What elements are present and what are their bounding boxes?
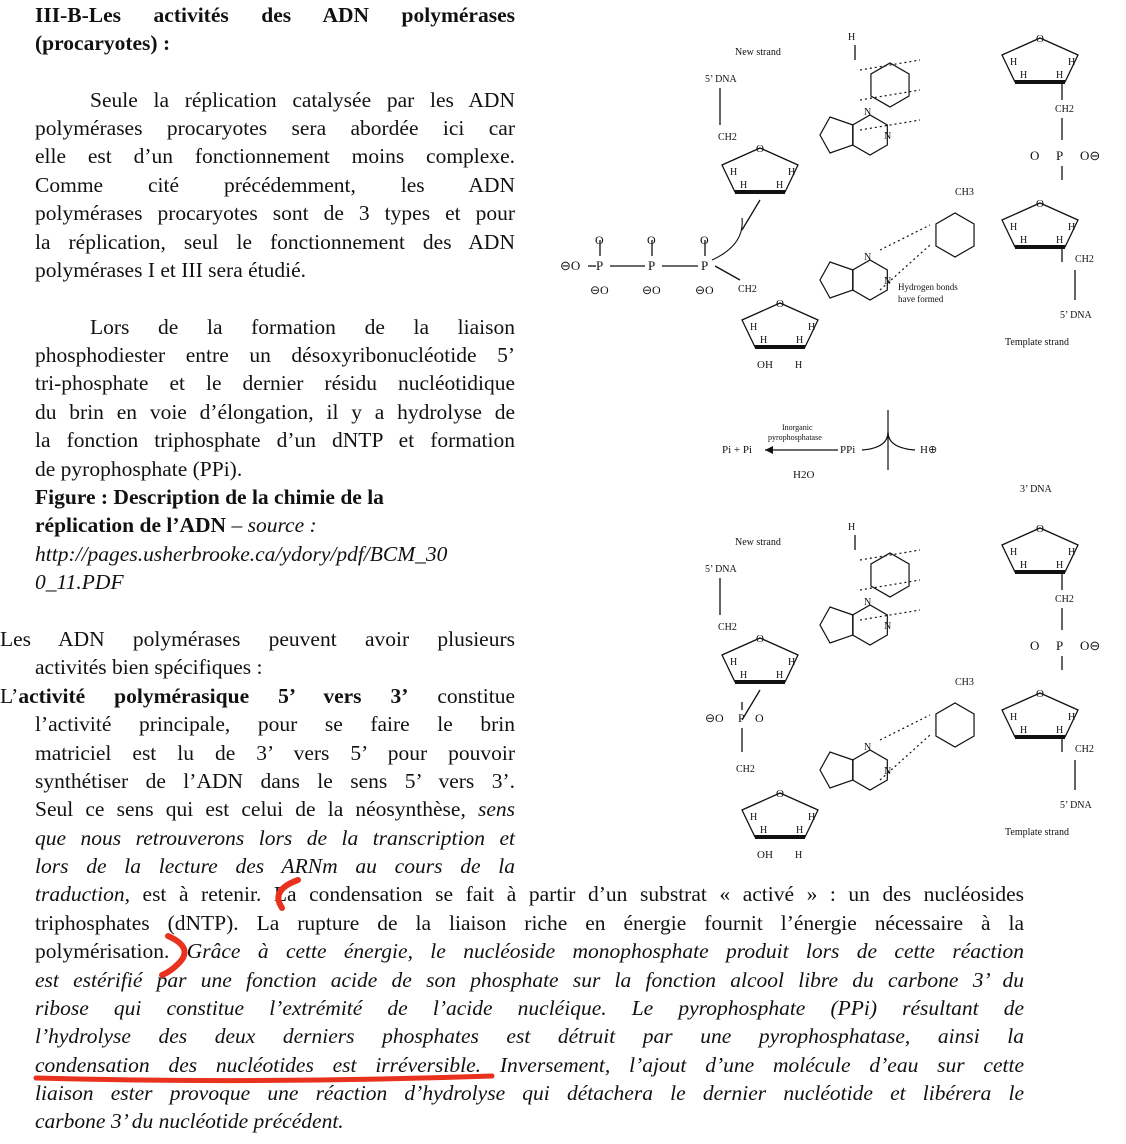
water-label: H2O	[793, 469, 815, 481]
proton-label: H⊕	[920, 444, 938, 456]
text-segment: 0_11.PDF	[35, 570, 124, 594]
new-strand-label: New strand	[735, 537, 781, 548]
hydrogen-label: H	[1020, 560, 1028, 571]
ch2-label: CH2	[718, 622, 737, 633]
base-ring	[820, 607, 853, 643]
oxygen-label: O	[1036, 523, 1044, 535]
ch2-label: CH2	[1075, 744, 1094, 755]
text-segment: la réplication, seul le fonctionnement des ADN	[35, 230, 515, 254]
hydrogen-label: H	[1010, 57, 1018, 68]
hydrogen-label: H	[848, 32, 856, 43]
hydrogen-label: H	[750, 322, 758, 333]
base-ring	[820, 262, 853, 298]
oxygen-label: ⊖O	[590, 283, 609, 297]
text-segment: ribose qui constitue l’extrémité de l’acide nucléique. Le pyrophosphate (PPi) résultant de	[35, 996, 1024, 1020]
base-ring	[853, 605, 888, 645]
hydrogen-label: H	[848, 522, 856, 533]
phosphorus-label: P	[596, 258, 604, 273]
enzyme-label: pyrophosphatase	[768, 433, 822, 442]
dna-5-label: 5’ DNA	[705, 74, 737, 85]
hydrogen-label: H	[795, 360, 803, 371]
text-segment: L’	[0, 684, 19, 708]
text-segment: l’activité principale, pour se faire le brin	[35, 712, 515, 736]
hydrogen-label: H	[1056, 560, 1064, 571]
ch2-label: CH2	[718, 132, 737, 143]
text-segment: Seule la réplication catalysée par les ADN	[90, 88, 515, 112]
hydrogen-bond	[860, 580, 920, 590]
nitrogen-label: N	[864, 252, 872, 263]
text-segment: lors de la lecture des ARNm au cours de la	[35, 854, 515, 878]
dna-5-label: 5’ DNA	[1060, 310, 1092, 321]
oxygen-label: ⊖O	[705, 711, 724, 725]
oxygen-label: O	[1030, 638, 1040, 653]
text-segment: de pyrophosphate (PPi).	[35, 457, 243, 481]
text-segment: tri-phosphate et le dernier résidu nucléotidique	[35, 371, 515, 395]
oxygen-label: O⊖	[1080, 148, 1101, 163]
hydrogen-bond	[860, 120, 920, 130]
text-segment: que nous retrouverons lors de la transcription et	[35, 826, 515, 850]
ch2-label: CH2	[738, 284, 757, 295]
hydrogen-label: H	[1020, 70, 1028, 81]
phosphorus-label: P	[1056, 638, 1064, 653]
base-ring	[936, 213, 974, 257]
text-segment: synthétiser de l’ADN dans le sens 5’ vers 3’.	[35, 769, 515, 793]
text-segment: polymérisation.	[35, 939, 187, 963]
base-ring	[936, 703, 974, 747]
dna-5-label: 5’ DNA	[705, 564, 737, 575]
dna-3-label: 3’ DNA	[1020, 484, 1052, 495]
oxygen-label: O	[755, 711, 764, 725]
text-segment: traduction,	[35, 882, 130, 906]
oxygen-label: ⊖O	[695, 283, 714, 297]
ch2-label: CH2	[1075, 254, 1094, 265]
oxygen-label: O	[1036, 688, 1044, 700]
hydrogen-label: H	[1010, 222, 1018, 233]
oxygen-label: O	[647, 233, 656, 247]
base-ring	[853, 750, 888, 790]
nitrogen-label: N	[884, 276, 892, 287]
ch3-label: CH3	[955, 187, 974, 198]
text-segment: activités bien spécifiques :	[35, 655, 263, 679]
text-segment: Les ADN polymérases peuvent avoir plusieurs	[0, 627, 515, 651]
hydrogen-label: H	[776, 180, 784, 191]
oxygen-label: O	[1036, 198, 1044, 210]
template-strand-label: Template strand	[1005, 337, 1069, 348]
text-segment: condensation des nucléotides est irréversible. Inversement, l’ajout d’une molécule d’eau sur cette	[35, 1053, 1024, 1077]
text-segment: réplication de l’ADN	[35, 513, 227, 537]
ch2-label: CH2	[1055, 594, 1074, 605]
base-ring	[820, 117, 853, 153]
text-segment: Grâce à cette énergie, le nucléoside monophosphate produit lors de cette réaction	[186, 939, 1024, 963]
enzyme-label: Inorganic	[782, 423, 813, 432]
hydrogen-label: H	[1010, 712, 1018, 723]
hydrogen-label: H	[760, 825, 768, 836]
text-segment: phosphodiester entre un désoxyribonucléotide 5’	[35, 343, 515, 367]
hydrogen-label: H	[796, 335, 804, 346]
text-segment: est estérifié par une fonction acide de son phosphate sur la fonction alcool libre du carbone 3’ du	[35, 968, 1024, 992]
new-strand-label: New strand	[735, 47, 781, 58]
hydrogen-label: H	[740, 670, 748, 681]
hydrogen-label: H	[1068, 712, 1076, 723]
hydrogen-bonds-label: have formed	[898, 294, 944, 304]
hydrogen-label: H	[808, 322, 816, 333]
oxygen-label: O	[1030, 148, 1040, 163]
hydrogen-bond	[860, 550, 920, 560]
text-segment: Comme cité précédemment, les ADN	[35, 173, 515, 197]
text-segment: III-B-Les activités des ADN polymérases	[35, 3, 515, 27]
hydrogen-label: H	[776, 670, 784, 681]
hydrogen-bond	[880, 225, 930, 250]
phosphorus-label: P	[701, 258, 709, 273]
hydrogen-label: H	[740, 180, 748, 191]
nitrogen-label: N	[884, 131, 892, 142]
text-segment: polymérases I et III sera étudié.	[35, 258, 307, 282]
text-segment: elle est d’un fonctionnement moins complexe.	[35, 144, 515, 168]
oxygen-label: O⊖	[1080, 638, 1101, 653]
hydrogen-label: H	[1020, 725, 1028, 736]
nitrogen-label: N	[884, 766, 892, 777]
text-segment: triphosphates (dNTP). La rupture de la liaison riche en énergie fournit l’énergie nécessaire à la	[35, 911, 1024, 935]
text-segment: carbone 3’ du nucléotide précédent.	[35, 1109, 344, 1133]
hydrogen-label: H	[795, 850, 803, 861]
oh-label: OH	[757, 359, 773, 371]
hydrogen-label: H	[1010, 547, 1018, 558]
hydrogen-bond	[860, 90, 920, 100]
hydrogen-label: H	[788, 657, 796, 668]
text-segment: Figure : Description de la chimie de la	[35, 485, 384, 509]
text-segment: la fonction triphosphate d’un dNTP et formation	[35, 428, 515, 452]
oxygen-label: O	[1036, 33, 1044, 45]
hydrogen-label: H	[1056, 725, 1064, 736]
hydrogen-label: H	[1056, 70, 1064, 81]
text-segment: matriciel est lu de 3’ vers 5’ pour pouvoir	[35, 741, 515, 765]
nitrogen-label: N	[864, 107, 872, 118]
ch3-label: CH3	[955, 677, 974, 688]
base-ring	[853, 115, 888, 155]
template-strand-label: Template strand	[1005, 827, 1069, 838]
attack-arrow	[712, 218, 742, 260]
text-segment: polymérases procaryotes sont de 3 types et pour	[35, 201, 515, 225]
text-segment: (procaryotes) :	[35, 31, 171, 55]
hydrogen-label: H	[1068, 222, 1076, 233]
phosphorus-label: P	[1056, 148, 1064, 163]
oxygen-label: O	[595, 233, 604, 247]
base-ring	[853, 260, 888, 300]
hydrogen-label: H	[1068, 547, 1076, 558]
ch2-label: CH2	[736, 764, 755, 775]
bond	[715, 266, 740, 280]
text-segment: –	[226, 513, 248, 537]
text-segment: sens	[477, 797, 515, 821]
base-ring	[871, 63, 909, 107]
text-segment: polymérases procaryotes sera abordée ici car	[35, 116, 515, 140]
base-ring	[871, 553, 909, 597]
text-segment: Lors de la formation de la liaison	[90, 315, 515, 339]
hydrogen-label: H	[796, 825, 804, 836]
nitrogen-label: N	[864, 742, 872, 753]
text-segment: constitue	[408, 684, 515, 708]
text-segment: activité polymérasique 5’ vers 3’	[18, 684, 409, 708]
dna-5-label: 5’ DNA	[1060, 800, 1092, 811]
text-segment: http://pages.usherbrooke.ca/ydory/pdf/BCM_30	[35, 542, 448, 566]
hydrogen-bond	[860, 60, 920, 70]
pi-plus-pi-label: Pi + Pi	[722, 444, 753, 456]
hydrogen-label: H	[1056, 235, 1064, 246]
text-segment: du brin en voie d’élongation, il y a hydrolyse de	[35, 400, 515, 424]
hydrogen-bonds-label: Hydrogen bonds	[898, 282, 958, 292]
text-segment: est à retenir. La condensation se fait à partir d’un substrat « activé » : un des nucléosides	[129, 882, 1024, 906]
hydrogen-bond	[860, 610, 920, 620]
arrowhead	[765, 446, 773, 454]
hydrogen-label: H	[760, 335, 768, 346]
oxygen-label: O	[700, 233, 709, 247]
hydrogen-label: H	[1020, 235, 1028, 246]
text-segment: source :	[247, 513, 317, 537]
oxygen-label: ⊖O	[560, 258, 581, 273]
bond	[742, 200, 760, 230]
oxygen-label: O	[756, 633, 764, 645]
hydrogen-label: H	[750, 812, 758, 823]
hydrogen-bond	[880, 735, 930, 780]
base-ring	[820, 752, 853, 788]
phosphorus-label: P	[738, 711, 745, 725]
oxygen-label: O	[756, 143, 764, 155]
hydrogen-label: H	[788, 167, 796, 178]
hydrogen-bond	[880, 715, 930, 740]
hydrogen-label: H	[730, 167, 738, 178]
nitrogen-label: N	[864, 597, 872, 608]
text-segment: Seul ce sens qui est celui de la néosynthèse,	[35, 797, 478, 821]
nitrogen-label: N	[884, 621, 892, 632]
oh-label: OH	[757, 849, 773, 861]
phosphorus-label: P	[648, 258, 656, 273]
hydrogen-label: H	[730, 657, 738, 668]
hydrogen-label: H	[808, 812, 816, 823]
ch2-label: CH2	[1055, 104, 1074, 115]
oxygen-label: ⊖O	[642, 283, 661, 297]
oxygen-label: O	[776, 298, 784, 310]
text-segment: l’hydrolyse des deux derniers phosphates est détruit par une pyrophosphatase, ainsi la	[35, 1024, 1024, 1048]
oxygen-label: O	[776, 788, 784, 800]
hydrogen-label: H	[1068, 57, 1076, 68]
text-segment: liaison ester provoque une réaction d’hydrolyse qui détachera le dernier nucléotide et libérera le	[35, 1081, 1024, 1105]
ppi-label: PPi	[840, 444, 856, 456]
